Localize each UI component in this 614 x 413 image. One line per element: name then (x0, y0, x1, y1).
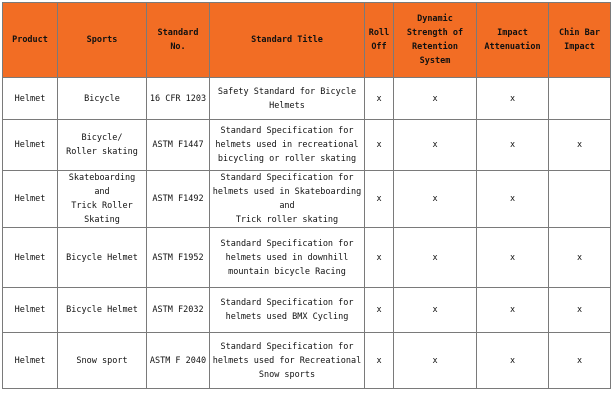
cell-product: Helmet (3, 171, 58, 228)
cell-roll-off: x (365, 78, 394, 120)
cell-standard-title: Standard Specification for helmets used for Recreational Snow sports (210, 333, 365, 389)
cell-dynamic-strength: x (394, 228, 477, 288)
header-standard-no: Standard No. (147, 3, 210, 78)
cell-standard-title: Standard Specification for helmets used in recreational bicycling or roller skating (210, 120, 365, 171)
cell-chin-bar-impact: x (549, 120, 611, 171)
cell-impact-attenuation: x (477, 78, 549, 120)
header-chin-bar-impact: Chin Bar Impact (549, 3, 611, 78)
cell-dynamic-strength: x (394, 171, 477, 228)
cell-sports: Bicycle (58, 78, 147, 120)
cell-impact-attenuation: x (477, 333, 549, 389)
cell-dynamic-strength: x (394, 120, 477, 171)
cell-sports: Bicycle Helmet (58, 288, 147, 333)
table-row (3, 171, 611, 228)
cell-chin-bar-impact (549, 78, 611, 120)
table-row (3, 78, 611, 120)
cell-sports: Bicycle/ Roller skating (58, 120, 147, 171)
header-product: Product (3, 3, 58, 78)
cell-standard-title: Standard Specification for helmets used BMX Cycling (210, 288, 365, 333)
cell-dynamic-strength: x (394, 78, 477, 120)
cell-standard-no: ASTM F 2040 (147, 333, 210, 389)
cell-sports: Snow sport (58, 333, 147, 389)
table-row (3, 288, 611, 333)
cell-roll-off: x (365, 120, 394, 171)
cell-dynamic-strength: x (394, 288, 477, 333)
cell-standard-no: ASTM F1492 (147, 171, 210, 228)
cell-standard-no: 16 CFR 1203 (147, 78, 210, 120)
cell-standard-no: ASTM F1952 (147, 228, 210, 288)
header-sports: Sports (58, 3, 147, 78)
cell-standard-no: ASTM F2032 (147, 288, 210, 333)
cell-impact-attenuation: x (477, 120, 549, 171)
cell-roll-off: x (365, 288, 394, 333)
header-standard-title: Standard Title (210, 3, 365, 78)
cell-standard-title: Safety Standard for Bicycle Helmets (210, 78, 365, 120)
table-row (3, 228, 611, 288)
header-dynamic-strength: Dynamic Strength of Retention System (394, 3, 477, 78)
cell-roll-off: x (365, 228, 394, 288)
cell-impact-attenuation: x (477, 288, 549, 333)
table-row (3, 120, 611, 171)
cell-sports: Skateboarding and Trick Roller Skating (58, 171, 147, 228)
cell-standard-title: Standard Specification for helmets used in Skateboarding and Trick roller skating (210, 171, 365, 228)
cell-chin-bar-impact: x (549, 288, 611, 333)
table-row (3, 333, 611, 389)
cell-roll-off: x (365, 171, 394, 228)
cell-chin-bar-impact: x (549, 228, 611, 288)
cell-chin-bar-impact: x (549, 333, 611, 389)
cell-standard-title: Standard Specification for helmets used in downhill mountain bicycle Racing (210, 228, 365, 288)
cell-product: Helmet (3, 288, 58, 333)
cell-dynamic-strength: x (394, 333, 477, 389)
cell-impact-attenuation: x (477, 228, 549, 288)
cell-sports: Bicycle Helmet (58, 228, 147, 288)
cell-chin-bar-impact (549, 171, 611, 228)
header-impact-attenuation: Impact Attenuation (477, 3, 549, 78)
cell-roll-off: x (365, 333, 394, 389)
helmet-standards-table (2, 2, 611, 389)
cell-standard-no: ASTM F1447 (147, 120, 210, 171)
cell-product: Helmet (3, 333, 58, 389)
cell-product: Helmet (3, 120, 58, 171)
cell-impact-attenuation: x (477, 171, 549, 228)
header-roll-off: Roll Off (365, 3, 394, 78)
cell-product: Helmet (3, 228, 58, 288)
header-row (3, 3, 611, 78)
cell-product: Helmet (3, 78, 58, 120)
